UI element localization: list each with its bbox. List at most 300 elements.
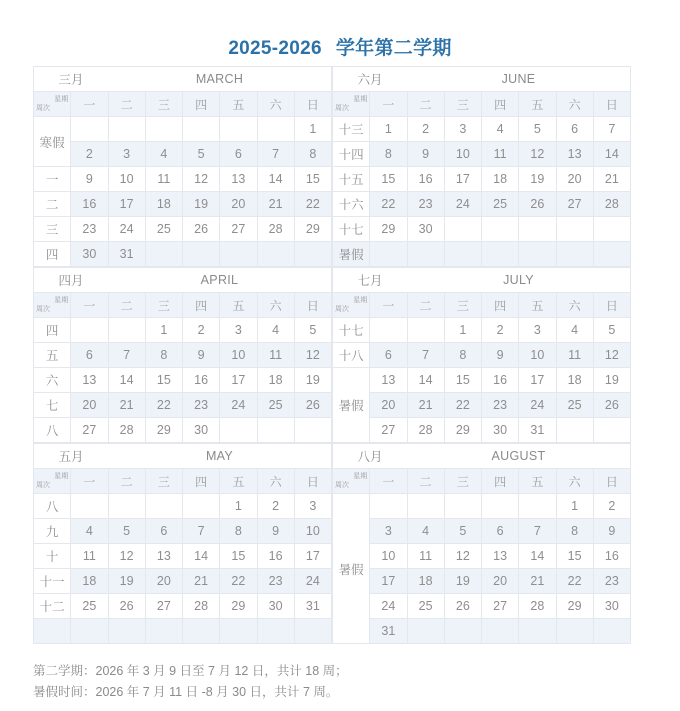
week-row bbox=[333, 192, 631, 217]
day-cell bbox=[145, 242, 182, 267]
month-august bbox=[332, 443, 631, 644]
day-cell: 7 bbox=[407, 343, 444, 368]
weekday-header: 五 bbox=[220, 293, 257, 318]
day-cell: 9 bbox=[183, 343, 220, 368]
day-cell bbox=[556, 242, 593, 267]
summer-note: 暑假时间：2026 年 7 月 11 日 -8 月 30 日，共计 7 周。 bbox=[33, 685, 339, 699]
corner-week-label: 周次 bbox=[335, 105, 349, 112]
day-cell: 24 bbox=[519, 393, 556, 418]
weekday-header: 三 bbox=[444, 469, 481, 494]
weekday-header: 一 bbox=[370, 293, 407, 318]
day-cell: 22 bbox=[145, 393, 182, 418]
corner-weekday-label: 星期 bbox=[353, 473, 368, 480]
day-cell: 25 bbox=[145, 217, 182, 242]
weekday-header: 五 bbox=[220, 92, 257, 117]
week-label: 十二 bbox=[34, 594, 71, 619]
day-cell: 2 bbox=[183, 318, 220, 343]
day-cell: 26 bbox=[519, 192, 556, 217]
day-cell: 28 bbox=[183, 594, 220, 619]
day-cell: 21 bbox=[183, 569, 220, 594]
day-cell bbox=[593, 242, 630, 267]
week-label: 暑假 bbox=[333, 368, 370, 443]
day-cell: 11 bbox=[482, 142, 519, 167]
day-cell bbox=[183, 619, 220, 644]
weekday-header: 二 bbox=[407, 293, 444, 318]
day-cell: 22 bbox=[444, 393, 481, 418]
month-name-cn: 四月 bbox=[34, 268, 109, 293]
day-cell bbox=[444, 619, 481, 644]
day-cell: 17 bbox=[444, 167, 481, 192]
day-cell: 24 bbox=[444, 192, 481, 217]
day-cell: 26 bbox=[294, 393, 331, 418]
day-cell: 26 bbox=[108, 594, 145, 619]
semester-note: 第二学期：2026 年 3 月 9 日至 7 月 12 日，共计 18 周； bbox=[33, 664, 348, 678]
day-cell: 1 bbox=[370, 117, 407, 142]
day-cell bbox=[407, 318, 444, 343]
day-cell: 31 bbox=[370, 619, 407, 644]
day-cell: 28 bbox=[519, 594, 556, 619]
week-label: 十一 bbox=[34, 569, 71, 594]
day-cell: 9 bbox=[407, 142, 444, 167]
corner-header bbox=[34, 469, 71, 494]
day-cell: 4 bbox=[556, 318, 593, 343]
week-label: 二 bbox=[34, 192, 71, 217]
day-cell bbox=[444, 242, 481, 267]
day-cell: 26 bbox=[183, 217, 220, 242]
week-label: 五 bbox=[34, 343, 71, 368]
day-cell bbox=[108, 318, 145, 343]
day-cell bbox=[370, 318, 407, 343]
day-cell: 8 bbox=[294, 142, 331, 167]
day-cell: 13 bbox=[556, 142, 593, 167]
weekday-header: 三 bbox=[444, 293, 481, 318]
corner-header bbox=[333, 469, 370, 494]
day-cell: 20 bbox=[482, 569, 519, 594]
day-cell bbox=[145, 494, 182, 519]
day-cell: 28 bbox=[407, 418, 444, 443]
weekday-header: 三 bbox=[145, 92, 182, 117]
day-cell bbox=[257, 117, 294, 142]
month-july bbox=[332, 267, 631, 443]
month-name-en: MARCH bbox=[108, 67, 332, 92]
week-label: 十三 bbox=[333, 117, 370, 142]
day-cell: 7 bbox=[257, 142, 294, 167]
corner-week-label: 周次 bbox=[36, 482, 50, 489]
day-cell bbox=[220, 619, 257, 644]
weekday-header: 一 bbox=[370, 469, 407, 494]
day-cell bbox=[220, 242, 257, 267]
day-cell: 15 bbox=[220, 544, 257, 569]
week-row bbox=[34, 343, 332, 368]
week-label: 十八 bbox=[333, 343, 370, 368]
day-cell: 4 bbox=[407, 519, 444, 544]
day-cell bbox=[482, 242, 519, 267]
month-name-cn: 五月 bbox=[34, 444, 109, 469]
day-cell bbox=[71, 117, 108, 142]
day-cell bbox=[257, 242, 294, 267]
weekday-header: 日 bbox=[593, 92, 630, 117]
month-name-en: JULY bbox=[407, 268, 631, 293]
day-cell: 13 bbox=[71, 368, 108, 393]
day-cell: 18 bbox=[482, 167, 519, 192]
week-label: 十六 bbox=[333, 192, 370, 217]
day-cell: 9 bbox=[482, 343, 519, 368]
day-cell: 11 bbox=[257, 343, 294, 368]
day-cell: 19 bbox=[294, 368, 331, 393]
day-cell bbox=[519, 217, 556, 242]
day-cell: 15 bbox=[370, 167, 407, 192]
weekday-header: 日 bbox=[593, 469, 630, 494]
week-row bbox=[34, 569, 332, 594]
week-row bbox=[333, 544, 631, 569]
weekday-header: 五 bbox=[519, 469, 556, 494]
day-cell: 5 bbox=[294, 318, 331, 343]
day-cell: 19 bbox=[183, 192, 220, 217]
weekday-header: 日 bbox=[294, 92, 331, 117]
week-row bbox=[333, 619, 631, 644]
week-label: 寒假 bbox=[34, 117, 71, 167]
day-cell: 1 bbox=[220, 494, 257, 519]
day-cell bbox=[556, 217, 593, 242]
corner-weekday-label: 星期 bbox=[54, 96, 69, 103]
day-cell: 19 bbox=[593, 368, 630, 393]
weekday-header: 六 bbox=[556, 92, 593, 117]
week-row bbox=[34, 544, 332, 569]
day-cell: 26 bbox=[444, 594, 481, 619]
day-cell: 8 bbox=[556, 519, 593, 544]
day-cell: 7 bbox=[108, 343, 145, 368]
title-term: 学年第二学期 bbox=[335, 38, 452, 59]
day-cell: 23 bbox=[183, 393, 220, 418]
week-label: 八 bbox=[34, 494, 71, 519]
band-april-july bbox=[33, 267, 631, 443]
day-cell: 10 bbox=[108, 167, 145, 192]
week-row bbox=[34, 619, 332, 644]
month-name-cn: 七月 bbox=[333, 268, 408, 293]
day-cell: 20 bbox=[220, 192, 257, 217]
week-row bbox=[34, 519, 332, 544]
day-cell: 23 bbox=[593, 569, 630, 594]
day-cell: 16 bbox=[407, 167, 444, 192]
day-cell: 21 bbox=[108, 393, 145, 418]
day-cell: 22 bbox=[294, 192, 331, 217]
day-cell: 7 bbox=[593, 117, 630, 142]
week-row bbox=[333, 594, 631, 619]
week-row bbox=[34, 242, 332, 267]
day-cell: 24 bbox=[108, 217, 145, 242]
day-cell: 25 bbox=[556, 393, 593, 418]
day-cell bbox=[108, 494, 145, 519]
corner-week-label: 周次 bbox=[335, 482, 349, 489]
day-cell: 31 bbox=[108, 242, 145, 267]
day-cell: 16 bbox=[593, 544, 630, 569]
day-cell: 18 bbox=[257, 368, 294, 393]
weekday-header: 六 bbox=[257, 293, 294, 318]
day-cell: 30 bbox=[407, 217, 444, 242]
corner-week-label: 周次 bbox=[36, 306, 50, 313]
week-row bbox=[333, 242, 631, 267]
month-table-march bbox=[33, 66, 332, 267]
day-cell: 25 bbox=[407, 594, 444, 619]
month-table-august bbox=[332, 443, 631, 644]
day-cell bbox=[294, 619, 331, 644]
day-cell bbox=[108, 117, 145, 142]
day-cell: 6 bbox=[482, 519, 519, 544]
day-cell: 2 bbox=[482, 318, 519, 343]
day-cell: 24 bbox=[294, 569, 331, 594]
weekday-header: 五 bbox=[519, 92, 556, 117]
corner-week-label: 周次 bbox=[335, 306, 349, 313]
day-cell: 12 bbox=[444, 544, 481, 569]
day-cell: 25 bbox=[71, 594, 108, 619]
weekday-header: 三 bbox=[444, 92, 481, 117]
day-cell: 27 bbox=[370, 418, 407, 443]
day-cell bbox=[519, 242, 556, 267]
notes bbox=[33, 661, 348, 703]
day-cell bbox=[482, 217, 519, 242]
day-cell: 18 bbox=[556, 368, 593, 393]
day-cell: 28 bbox=[257, 217, 294, 242]
day-cell: 12 bbox=[108, 544, 145, 569]
weekday-header: 日 bbox=[294, 469, 331, 494]
day-cell: 28 bbox=[108, 418, 145, 443]
weekday-header: 五 bbox=[220, 469, 257, 494]
day-cell bbox=[71, 318, 108, 343]
day-cell: 10 bbox=[519, 343, 556, 368]
day-cell: 29 bbox=[556, 594, 593, 619]
weekday-header: 三 bbox=[145, 293, 182, 318]
day-cell: 24 bbox=[370, 594, 407, 619]
day-cell: 22 bbox=[556, 569, 593, 594]
week-row bbox=[333, 142, 631, 167]
weekday-header: 三 bbox=[145, 469, 182, 494]
day-cell: 31 bbox=[519, 418, 556, 443]
weekday-header: 日 bbox=[294, 293, 331, 318]
day-cell: 7 bbox=[519, 519, 556, 544]
day-cell: 9 bbox=[257, 519, 294, 544]
month-may bbox=[33, 443, 332, 644]
corner-header bbox=[34, 92, 71, 117]
day-cell: 10 bbox=[294, 519, 331, 544]
band-march-june bbox=[33, 66, 631, 267]
corner-header bbox=[34, 293, 71, 318]
weekday-header: 二 bbox=[108, 92, 145, 117]
day-cell bbox=[71, 619, 108, 644]
week-label: 四 bbox=[34, 242, 71, 267]
week-label: 一 bbox=[34, 167, 71, 192]
day-cell: 1 bbox=[145, 318, 182, 343]
day-cell: 26 bbox=[593, 393, 630, 418]
day-cell: 23 bbox=[482, 393, 519, 418]
day-cell bbox=[482, 494, 519, 519]
day-cell: 9 bbox=[593, 519, 630, 544]
corner-week-label: 周次 bbox=[36, 105, 50, 112]
day-cell: 30 bbox=[593, 594, 630, 619]
week-row bbox=[34, 217, 332, 242]
month-march bbox=[33, 66, 332, 267]
day-cell bbox=[220, 418, 257, 443]
day-cell bbox=[519, 619, 556, 644]
weekday-header: 二 bbox=[407, 469, 444, 494]
day-cell: 21 bbox=[407, 393, 444, 418]
day-cell: 8 bbox=[145, 343, 182, 368]
week-row bbox=[333, 217, 631, 242]
week-label: 十 bbox=[34, 544, 71, 569]
day-cell bbox=[556, 619, 593, 644]
day-cell: 3 bbox=[519, 318, 556, 343]
week-row bbox=[34, 318, 332, 343]
week-label: 十四 bbox=[333, 142, 370, 167]
day-cell: 16 bbox=[482, 368, 519, 393]
day-cell: 12 bbox=[183, 167, 220, 192]
day-cell bbox=[407, 619, 444, 644]
day-cell: 21 bbox=[519, 569, 556, 594]
day-cell bbox=[183, 242, 220, 267]
day-cell: 30 bbox=[183, 418, 220, 443]
day-cell: 2 bbox=[593, 494, 630, 519]
day-cell bbox=[407, 242, 444, 267]
weekday-header: 四 bbox=[482, 469, 519, 494]
week-row bbox=[34, 494, 332, 519]
day-cell: 19 bbox=[519, 167, 556, 192]
day-cell: 28 bbox=[593, 192, 630, 217]
day-cell: 29 bbox=[294, 217, 331, 242]
weekday-header: 一 bbox=[370, 92, 407, 117]
day-cell: 27 bbox=[145, 594, 182, 619]
day-cell: 6 bbox=[220, 142, 257, 167]
day-cell: 16 bbox=[257, 544, 294, 569]
day-cell: 23 bbox=[71, 217, 108, 242]
day-cell: 2 bbox=[257, 494, 294, 519]
day-cell bbox=[593, 619, 630, 644]
day-cell: 20 bbox=[370, 393, 407, 418]
weekday-header: 六 bbox=[257, 92, 294, 117]
day-cell bbox=[71, 494, 108, 519]
weekday-header: 日 bbox=[593, 293, 630, 318]
day-cell: 14 bbox=[183, 544, 220, 569]
week-label: 十五 bbox=[333, 167, 370, 192]
day-cell: 4 bbox=[71, 519, 108, 544]
week-row bbox=[34, 418, 332, 443]
day-cell: 25 bbox=[257, 393, 294, 418]
month-table-july bbox=[332, 267, 631, 443]
day-cell: 2 bbox=[407, 117, 444, 142]
day-cell: 24 bbox=[220, 393, 257, 418]
month-table-june bbox=[332, 66, 631, 267]
month-name-en: JUNE bbox=[407, 67, 631, 92]
weekday-header: 四 bbox=[183, 469, 220, 494]
day-cell bbox=[145, 619, 182, 644]
day-cell: 15 bbox=[145, 368, 182, 393]
day-cell bbox=[294, 418, 331, 443]
day-cell: 27 bbox=[71, 418, 108, 443]
corner-header bbox=[333, 293, 370, 318]
band-may-august bbox=[33, 443, 631, 644]
week-label: 暑假 bbox=[333, 494, 370, 644]
day-cell: 17 bbox=[370, 569, 407, 594]
month-name-cn: 三月 bbox=[34, 67, 109, 92]
weekday-header: 四 bbox=[183, 92, 220, 117]
weekday-header: 四 bbox=[482, 92, 519, 117]
corner-header bbox=[333, 92, 370, 117]
day-cell bbox=[183, 117, 220, 142]
title-years: 2025-2026 bbox=[228, 38, 322, 59]
day-cell: 6 bbox=[370, 343, 407, 368]
day-cell: 15 bbox=[444, 368, 481, 393]
day-cell: 9 bbox=[71, 167, 108, 192]
week-row bbox=[333, 393, 631, 418]
day-cell: 8 bbox=[220, 519, 257, 544]
week-label bbox=[34, 619, 71, 644]
day-cell: 20 bbox=[556, 167, 593, 192]
day-cell bbox=[108, 619, 145, 644]
week-row bbox=[333, 494, 631, 519]
day-cell: 18 bbox=[407, 569, 444, 594]
day-cell: 6 bbox=[556, 117, 593, 142]
day-cell: 5 bbox=[108, 519, 145, 544]
day-cell bbox=[257, 619, 294, 644]
day-cell: 31 bbox=[294, 594, 331, 619]
week-row bbox=[333, 318, 631, 343]
day-cell: 27 bbox=[556, 192, 593, 217]
corner-weekday-label: 星期 bbox=[353, 96, 368, 103]
day-cell bbox=[370, 494, 407, 519]
day-cell: 19 bbox=[108, 569, 145, 594]
day-cell: 4 bbox=[145, 142, 182, 167]
week-row bbox=[333, 519, 631, 544]
week-row bbox=[333, 117, 631, 142]
day-cell: 30 bbox=[482, 418, 519, 443]
weekday-header: 四 bbox=[183, 293, 220, 318]
day-cell: 4 bbox=[482, 117, 519, 142]
day-cell: 16 bbox=[183, 368, 220, 393]
week-label: 七 bbox=[34, 393, 71, 418]
day-cell: 25 bbox=[482, 192, 519, 217]
day-cell: 11 bbox=[556, 343, 593, 368]
day-cell: 29 bbox=[145, 418, 182, 443]
month-table-april bbox=[33, 267, 332, 443]
week-row bbox=[333, 167, 631, 192]
day-cell: 14 bbox=[108, 368, 145, 393]
day-cell: 10 bbox=[370, 544, 407, 569]
day-cell: 3 bbox=[370, 519, 407, 544]
weekday-header: 二 bbox=[407, 92, 444, 117]
week-row bbox=[34, 192, 332, 217]
day-cell: 17 bbox=[519, 368, 556, 393]
day-cell bbox=[220, 117, 257, 142]
day-cell: 21 bbox=[593, 167, 630, 192]
week-label: 三 bbox=[34, 217, 71, 242]
month-table-may bbox=[33, 443, 332, 644]
week-row bbox=[34, 117, 332, 142]
day-cell: 18 bbox=[71, 569, 108, 594]
day-cell bbox=[407, 494, 444, 519]
day-cell bbox=[482, 619, 519, 644]
day-cell: 29 bbox=[370, 217, 407, 242]
day-cell: 11 bbox=[71, 544, 108, 569]
day-cell: 7 bbox=[183, 519, 220, 544]
corner-weekday-label: 星期 bbox=[54, 473, 69, 480]
week-row bbox=[333, 569, 631, 594]
day-cell: 22 bbox=[220, 569, 257, 594]
corner-weekday-label: 星期 bbox=[54, 297, 69, 304]
week-row bbox=[34, 368, 332, 393]
day-cell: 21 bbox=[257, 192, 294, 217]
day-cell: 10 bbox=[220, 343, 257, 368]
day-cell: 1 bbox=[556, 494, 593, 519]
day-cell: 1 bbox=[444, 318, 481, 343]
day-cell: 15 bbox=[294, 167, 331, 192]
